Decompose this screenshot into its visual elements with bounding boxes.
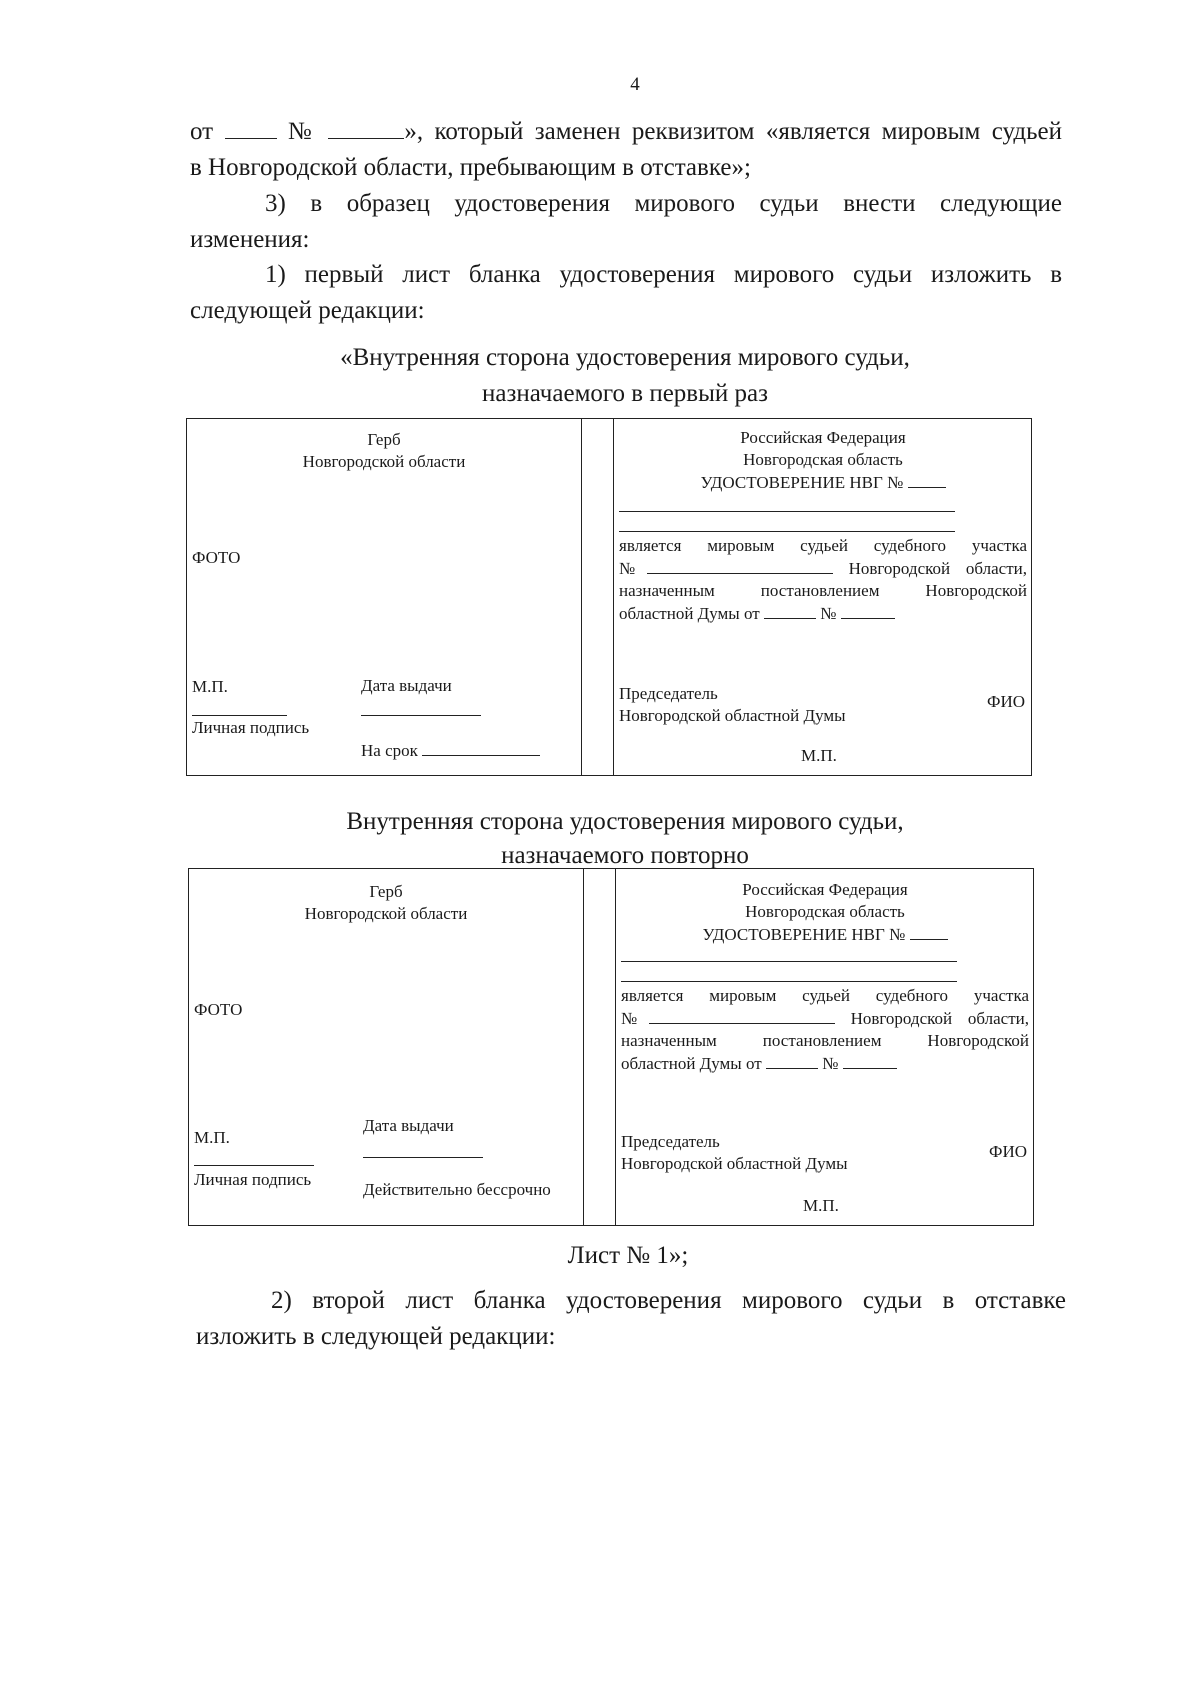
chairman-label: Председатель xyxy=(619,684,718,703)
intro-p1-line1: от № », который заменен реквизитом «является мировым судьей xyxy=(190,118,1062,145)
intro-paragraph-1 xyxy=(190,114,1062,186)
name-line-2 xyxy=(619,531,955,532)
name-line-1 xyxy=(619,511,955,512)
chairman-block xyxy=(619,683,846,727)
appointment-row-1: является мировым судьей судебного участка xyxy=(619,536,1027,555)
photo-placeholder: ФОТО xyxy=(194,1000,243,1019)
appointment-row-3: назначенным постановлением Новгородской xyxy=(621,1031,1029,1050)
certificate-number-label: УДОСТОВЕРЕНИЕ НВГ № xyxy=(613,471,1033,494)
coat-of-arms-block xyxy=(187,429,581,473)
issue-date-line xyxy=(363,1157,483,1158)
personal-signature-label: Личная подпись xyxy=(192,718,310,737)
name-line-1 xyxy=(621,961,957,962)
card-divider-left xyxy=(583,869,584,1225)
stamp-right: М.П. xyxy=(801,746,837,765)
country-label: Российская Федерация xyxy=(740,428,906,447)
intro-paragraph-2 xyxy=(190,186,1062,258)
appointment-text xyxy=(621,985,1029,1075)
term-field: На срок xyxy=(361,739,540,762)
intro-p3-line2: следующей редакции: xyxy=(190,297,425,324)
outro-paragraph xyxy=(196,1283,1066,1355)
country-label: Российская Федерация xyxy=(742,880,908,899)
fio-label: ФИО xyxy=(989,1142,1027,1161)
validity-label: Действительно бессрочно xyxy=(363,1180,551,1199)
issue-date-label: Дата выдачи xyxy=(363,1116,454,1135)
page-number: 4 xyxy=(630,74,640,95)
appointment-text xyxy=(619,535,1027,625)
card-divider-left xyxy=(581,419,582,775)
coat-of-arms-region: Новгородской области xyxy=(302,452,466,471)
sheet-label: Лист № 1»; xyxy=(567,1242,689,1269)
coat-of-arms-block xyxy=(189,881,583,925)
card2-heading-line2: назначаемого повторно xyxy=(501,842,749,869)
appointment-row-2: № Новгородской области, xyxy=(619,559,1027,578)
signature-line xyxy=(192,715,287,716)
region-label: Новгородская область xyxy=(745,902,905,921)
header-block xyxy=(615,879,1035,946)
outro-line1: 2) второй лист бланка удостоверения мирового судьи в отставке xyxy=(271,1287,1066,1314)
coat-of-arms-label: Герб xyxy=(369,882,403,901)
intro-p1-line2: в Новгородской области, пребывающим в отставке»; xyxy=(190,154,751,181)
coat-of-arms-region: Новгородской области xyxy=(304,904,468,923)
intro-p3-line1: 1) первый лист бланка удостоверения мирового судьи изложить в xyxy=(265,261,1062,288)
photo-placeholder: ФОТО xyxy=(192,548,241,567)
outro-line2: изложить в следующей редакции: xyxy=(196,1323,556,1350)
chairman-label: Председатель xyxy=(621,1132,720,1151)
card1-heading-line2: назначаемого в первый раз xyxy=(481,380,769,407)
appointment-row-4: областной Думы от № xyxy=(619,602,1027,625)
stamp-right: М.П. xyxy=(803,1196,839,1215)
intro-paragraph-3 xyxy=(190,257,1062,329)
intro-p2-line1: 3) в образец удостоверения мирового судьи внести следующие xyxy=(265,190,1062,217)
certificate-number-label: УДОСТОВЕРЕНИЕ НВГ № xyxy=(615,923,1035,946)
signature-line xyxy=(194,1165,314,1166)
appointment-row-4: областной Думы от № xyxy=(621,1052,1029,1075)
certificate-card-reappointment xyxy=(188,868,1034,1226)
appointment-row-2: № Новгородской области, xyxy=(621,1009,1029,1028)
card1-heading-line1: «Внутренняя сторона удостоверения мирового судьи, xyxy=(340,344,910,371)
fio-label: ФИО xyxy=(987,692,1025,711)
appointment-row-1: является мировым судьей судебного участка xyxy=(621,986,1029,1005)
name-line-2 xyxy=(621,981,957,982)
chairman-organization: Новгородской областной Думы xyxy=(621,1154,848,1173)
chairman-organization: Новгородской областной Думы xyxy=(619,706,846,725)
header-block xyxy=(613,427,1033,494)
certificate-card-first-appointment xyxy=(186,418,1032,776)
intro-p2-line2: изменения: xyxy=(190,226,310,253)
appointment-row-3: назначенным постановлением Новгородской xyxy=(619,581,1027,600)
chairman-block xyxy=(621,1131,848,1175)
personal-signature-label: Личная подпись xyxy=(194,1170,312,1189)
stamp-left: М.П. xyxy=(192,677,228,696)
issue-date-line xyxy=(361,715,481,716)
region-label: Новгородская область xyxy=(743,450,903,469)
card2-heading-line1: Внутренняя сторона удостоверения мирового судьи, xyxy=(346,808,904,835)
issue-date-label: Дата выдачи xyxy=(361,676,452,695)
coat-of-arms-label: Герб xyxy=(367,430,401,449)
stamp-left: М.П. xyxy=(194,1128,230,1147)
